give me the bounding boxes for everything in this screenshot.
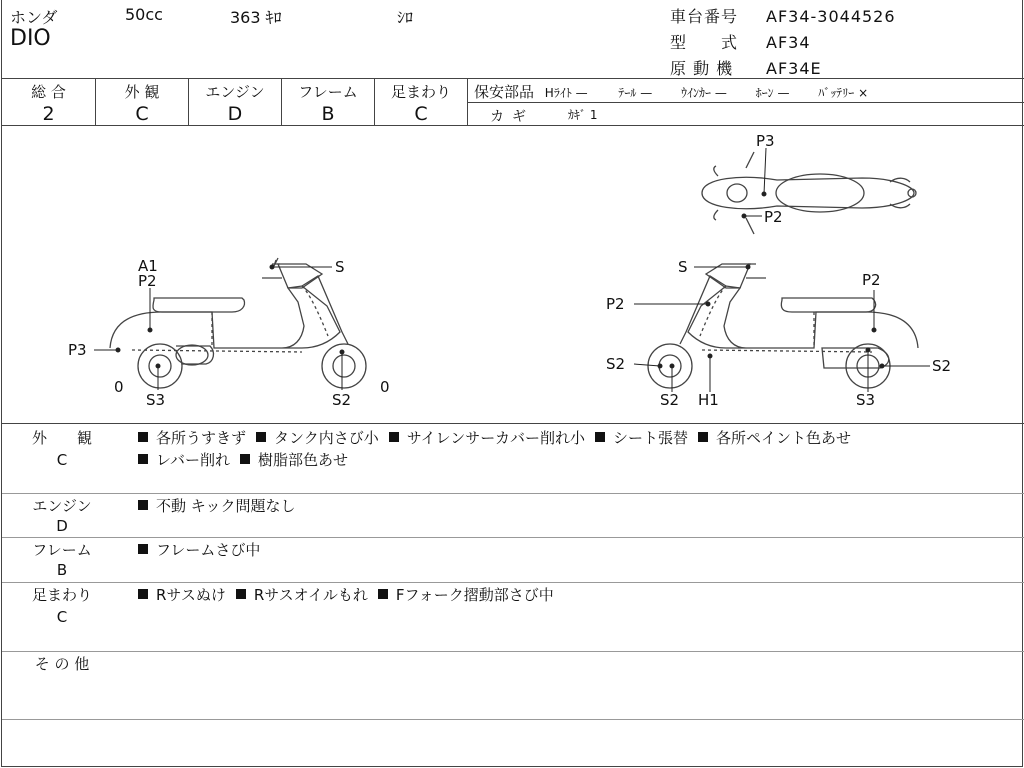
safety-parts	[468, 79, 1024, 126]
section-suspension	[2, 583, 1024, 652]
label-left-s: S	[335, 258, 345, 276]
grade-value: 2	[42, 103, 55, 125]
top-view-scooter	[702, 152, 916, 234]
grade-suspension	[375, 79, 468, 126]
label-left-p3: P3	[68, 341, 87, 359]
remark-item: Fフォーク摺動部さび中	[378, 586, 554, 604]
label-left-s3: S3	[146, 391, 166, 409]
type-label: 型 式	[670, 33, 739, 52]
section-title: 足まわり	[31, 586, 92, 604]
section-grade: C	[56, 608, 68, 626]
grade-overall	[2, 79, 96, 126]
grade-label: 外 観	[124, 83, 160, 101]
remark-item: レバー削れ	[138, 451, 230, 469]
model-name: DIO	[10, 26, 51, 51]
frame-number: AF34-3044526	[766, 7, 896, 26]
grade-value: C	[414, 103, 428, 125]
label-left-0a: 0	[114, 378, 124, 396]
section-body	[138, 539, 1018, 561]
safety-horn: ﾎｰﾝ —	[755, 86, 790, 100]
grade-value: D	[227, 103, 243, 125]
remark-item: 不動 キック問題なし	[138, 497, 295, 515]
grade-value: B	[321, 103, 335, 125]
label-top-p2: P2	[764, 208, 783, 226]
safety-battery: ﾊﾞｯﾃﾘｰ ×	[818, 86, 869, 100]
section-frame	[2, 538, 1024, 583]
safety-parts-row	[474, 81, 872, 102]
remark-item: Rサスオイルもれ	[236, 586, 368, 604]
remark-item: フレームさび中	[138, 541, 260, 559]
label-right-s2a: S2	[606, 355, 626, 373]
grade-value: C	[135, 103, 149, 125]
section-title: エンジン	[32, 497, 92, 515]
safety-taillight: ﾃｰﾙ —	[618, 86, 653, 100]
frame-number-row	[670, 4, 896, 27]
safety-winker: ｳｲﾝｶｰ —	[681, 86, 727, 100]
label-right-s2b: S2	[660, 391, 680, 409]
grade-label: エンジン	[205, 83, 265, 101]
scooter-diagram	[2, 126, 1024, 424]
mileage: 363 ｷﾛ	[230, 8, 282, 27]
remark-item: サイレンサーカバー削れ小	[389, 429, 585, 447]
section-title: 外 観	[31, 429, 92, 447]
section-body	[138, 584, 1018, 606]
key-label: カギ	[490, 109, 534, 125]
label-right-h1: H1	[698, 391, 719, 409]
section-title: フレーム	[32, 541, 92, 559]
label-left-p2: P2	[138, 272, 157, 290]
section-title: そ の 他	[34, 655, 90, 673]
grade-exterior	[96, 79, 189, 126]
section-other	[2, 652, 1024, 720]
grade-table	[2, 78, 1024, 126]
engine-value: AF34E	[766, 59, 822, 78]
label-right-s3: S3	[856, 391, 876, 409]
section-grade: C	[56, 451, 68, 469]
label-right-s: S	[678, 258, 688, 276]
section-grade: D	[56, 517, 68, 535]
remark-item: 各所ペイント色あせ	[698, 429, 851, 447]
remark-item: 各所うすきず	[138, 429, 246, 447]
grade-label: フレーム	[298, 83, 358, 101]
grade-label: 総 合	[31, 83, 66, 101]
key-value: ｶｷﾞ 1	[568, 108, 598, 122]
label-left-a1: A1	[138, 257, 158, 275]
remark-item: Rサスぬけ	[138, 586, 226, 604]
label-right-p2b: P2	[862, 271, 881, 289]
inspection-sheet	[1, 0, 1023, 767]
grade-label: 足まわり	[390, 83, 451, 101]
color: ｼﾛ	[397, 8, 414, 27]
section-grade: B	[56, 561, 68, 579]
section-body	[138, 495, 1018, 517]
grade-frame	[282, 79, 375, 126]
type-value: AF34	[766, 33, 811, 52]
displacement: 50cc	[125, 5, 163, 24]
type-row	[670, 30, 811, 53]
label-top-p3: P3	[756, 132, 775, 150]
safety-parts-label: 保安部品	[474, 83, 535, 101]
key-row	[468, 102, 1024, 126]
frame-number-label: 車台番号	[670, 7, 739, 26]
grade-engine	[189, 79, 282, 126]
engine-row	[670, 56, 822, 79]
leader-lines	[94, 148, 930, 392]
maker-name: ホンダ	[10, 8, 58, 27]
label-right-s2c: S2	[932, 357, 952, 375]
engine-label: 原 動 機	[670, 59, 734, 78]
label-left-0b: 0	[380, 378, 390, 396]
remark-item: シート張替	[595, 429, 688, 447]
remark-item: 樹脂部色あせ	[240, 451, 348, 469]
safety-headlight: Hﾗｲﾄ —	[544, 86, 588, 100]
label-left-s2: S2	[332, 391, 352, 409]
damage-diagram	[2, 126, 1024, 424]
remark-item: タンク内さび小	[256, 429, 379, 447]
section-exterior	[2, 424, 1024, 494]
label-right-p2a: P2	[606, 295, 625, 313]
section-body	[138, 427, 1018, 471]
section-engine	[2, 494, 1024, 538]
